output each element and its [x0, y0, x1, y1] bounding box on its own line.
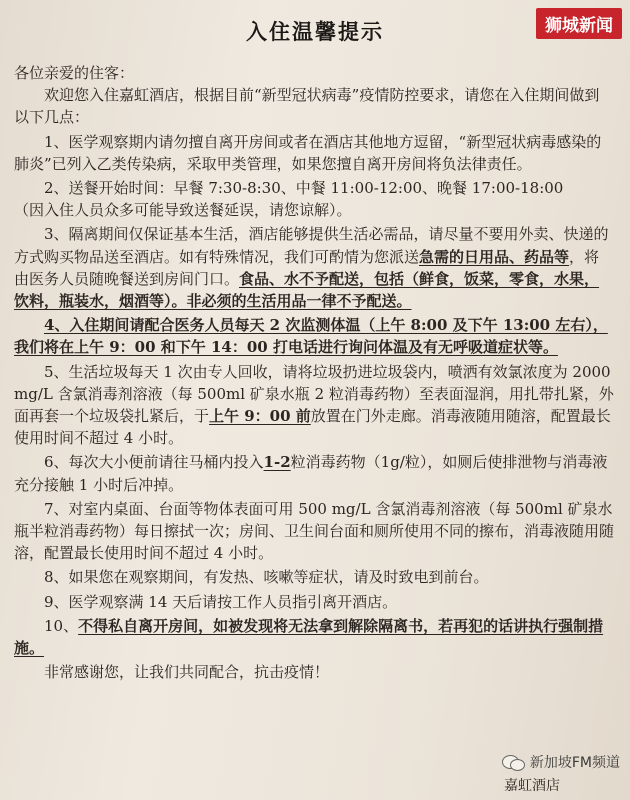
page-title: 入住温馨提示: [246, 19, 384, 44]
item-6-text: 6、每次大小便前请往马桶内投入: [44, 453, 264, 472]
item-2-note: （因入住人员众多可能导致送餐延误，请您谅解）。: [14, 201, 352, 220]
item-6-highlight-count: 1-2: [263, 453, 291, 472]
item-5-text: 5、生活垃圾每天 1 次由专人回收，请将垃圾扔进垃圾袋内，喷洒有效氯浓度为 2000 mg/L 含氯消毒剂溶液（每 500ml 矿泉水瓶 2 粒消毒药物）至表面湿润，用扎带扎紧，外面再套一个垃圾袋扎紧后，于: [14, 362, 614, 426]
item-2: [14, 177, 614, 221]
wechat-icon: [502, 753, 524, 771]
watermark-bottom-label: 新加坡FM频道: [529, 755, 620, 771]
item-5-text-2: 放置在门外走廊。消毒液随用随溶，配置最长使用时间不超过 4 小时。: [14, 407, 611, 448]
item-1: 1、医学观察期内请勿擅自离开房间或者在酒店其他地方逗留，“新型冠状病毒感染的肺炎”已列入乙类传染病，采取甲类管理，如果您擅自离开房间将负法律责任。: [14, 132, 602, 173]
item-3-text-2: ，将由医务人员随晚餐送到房间门口。: [14, 247, 600, 288]
item-6-text-2: 粒消毒药物（1g/粒），如厕后使排泄物与消毒液充分接触 1 小时后冲掉。: [14, 453, 608, 494]
item-3-highlight-essentials: 急需的日用品、药品等: [419, 247, 570, 266]
intro-paragraph: 欢迎您入住嘉虹酒店，根据目前“新型冠状病毒”疫情防控要求，请您在入住期间做到以下几点：: [14, 86, 600, 127]
item-10-text: 不得私自离开房间，如被发现将无法拿到解除隔离书，若再犯的话讲执行强制措施。: [14, 616, 604, 658]
item-5: [14, 361, 614, 450]
item-5-highlight-time: 上午 9：00 前: [209, 407, 311, 426]
item-10-number: 10、: [44, 616, 79, 635]
watermark-top-badge: 狮城新闻: [536, 8, 622, 39]
greeting: 各位亲爱的住客：: [14, 64, 135, 82]
item-4-text: 4、入住期间请配合医务人员每天 2 次监测体温（上午 8:00 及下午 13:00 左右），我们将在上午 9：00 和下午 14：00 打电话进行询问体温及有无呼吸道症状等。: [14, 316, 608, 357]
item-8: 8、如果您在观察期间，有发热、咳嗽等症状，请及时致电到前台。: [44, 568, 489, 587]
item-10: [14, 615, 614, 659]
watermark-bottom: [502, 752, 620, 772]
item-7: 7、对室内桌面、台面等物体表面可用 500 mg/L 含氯消毒剂溶液（每 500ml 矿泉水瓶半粒消毒药物）每日擦拭一次；房间、卫生间台面和厕所使用不同的擦布，消毒液随用随溶，配置最长使用时间不超过 4 小时。: [14, 499, 615, 563]
item-3-highlight-no-delivery: 食品、水不予配送，包括（鲜食，饭菜，零食，水果，饮料，瓶装水，烟酒等）。非必须的生活用品一律不予配送。: [14, 269, 600, 311]
item-2-times: 2、送餐开始时间：早餐 7:30-8:30、中餐 11:00-12:00、晚餐 17:00-18:00: [44, 179, 564, 198]
item-6: [14, 451, 614, 495]
notice-body: [14, 62, 614, 683]
item-3-text: 3、隔离期间仅保证基本生活，酒店能够提供生活必需品，请尽量不要用外卖、快递的方式购买物品送至酒店。如有特殊情况，我们可酌情为您派送: [14, 225, 609, 266]
signature: 嘉虹酒店: [504, 778, 560, 794]
item-3: [14, 223, 614, 312]
item-9: 9、医学观察满 14 天后请按工作人员指引离开酒店。: [44, 592, 398, 611]
item-4: [14, 314, 614, 358]
closing-line: 非常感谢您，让我们共同配合，抗击疫情！: [44, 663, 330, 682]
